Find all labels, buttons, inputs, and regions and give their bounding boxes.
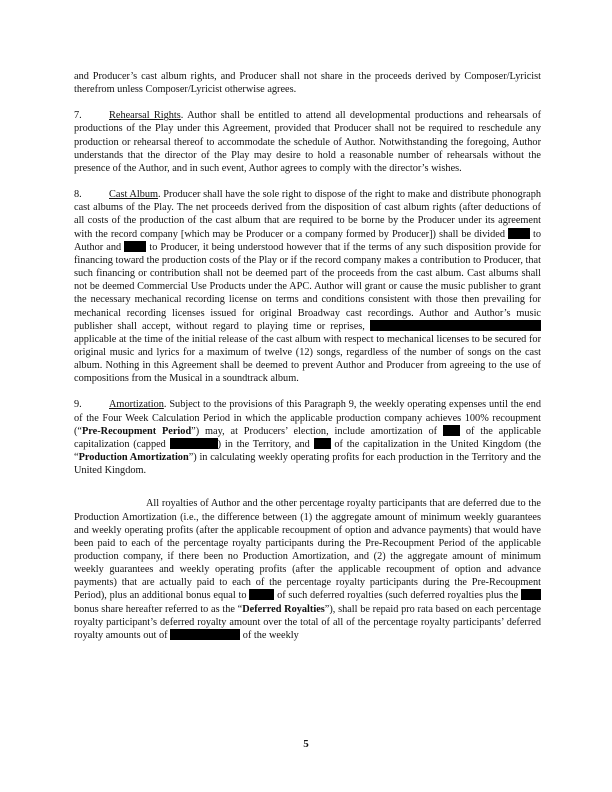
paragraph-number: 9. bbox=[74, 399, 82, 411]
paragraph-text: ”) may, at Producers’ election, include amortization of bbox=[191, 425, 438, 437]
paragraph-9 bbox=[74, 398, 541, 477]
paragraph-text: ”), shall be repaid pro rata based on each percentage royalty participant’s deferred royalty amount over the total of all of the percentage royalty participants’ deferred royalty amounts out of bbox=[74, 603, 541, 641]
defined-term: Deferred Royalties bbox=[242, 603, 325, 615]
paragraph-text: of the weekly bbox=[242, 629, 299, 641]
defined-term: Pre-Recoupment Period bbox=[82, 425, 192, 437]
paragraph-9-continued bbox=[74, 497, 541, 642]
redaction-box bbox=[170, 438, 218, 449]
paragraph-7 bbox=[74, 109, 541, 175]
redaction-box bbox=[170, 629, 240, 640]
paragraph-text: ) in the Territory, and bbox=[217, 438, 310, 450]
paragraph-continuation bbox=[74, 70, 541, 96]
redaction-box bbox=[443, 425, 460, 436]
page-number: 5 bbox=[303, 738, 309, 750]
redaction-box bbox=[249, 589, 274, 600]
redaction-box bbox=[314, 438, 331, 449]
paragraph-text: All royalties of Author and the other percentage royalty participants that are deferred due to the Production Amortization (i.e., the difference between (1) the aggregate amount of minimum weekly guarantees and weekly operating profits (after the applicable recoupment of option and advance payments) that would have been paid to each of the percentage royalty participants during the Pre-Recoupment Period of the applicable production company, if there been no Production Amortization, and (2) the aggregate amount of minimum weekly guarantees and weekly operating profits (after the applicable recoupment of option and advance payments) that are actually paid to each of the percentage royalty participants during the Pre-Recoupment Period), plus an additional bonus equal to bbox=[74, 498, 541, 602]
paragraph-text: of the applicable capitalization (capped bbox=[74, 425, 541, 450]
redaction-box bbox=[521, 589, 541, 600]
paragraph-number: 7. bbox=[74, 110, 82, 122]
paragraph-heading: Cast Album bbox=[109, 189, 159, 201]
paragraph-8 bbox=[74, 188, 541, 385]
paragraph-number: 8. bbox=[74, 189, 82, 201]
paragraph-text: ”) in calculating weekly operating profits for each production in the Territory and the United Kingdom. bbox=[74, 452, 541, 477]
paragraph-heading: Rehearsal Rights bbox=[109, 110, 181, 122]
paragraph-text: applicable at the time of the initial release of the cast album with respect to mechanical licenses to be secured for original music and lyrics for a maximum of twelve (12) songs, regardless of the number of songs on the cast album. Nothing in this Agreement shall be deemed to prevent Author and Producer from agreeing to the use of compositions from the Musical in a soundtrack album. bbox=[74, 333, 541, 385]
paragraph-text: . Author shall be entitled to attend all developmental productions and rehearsals of productions of the Play under this Agreement, provided that Producer shall not be required to reschedule any production or rehearsal thereof to accommodate the schedule of Author. Notwithstanding the foregoing, Author understands that the director of the Play may desire to hold a reasonable number of rehearsals without the presence of the Author, and in such event, Author agrees to comply with the director’s wishes. bbox=[74, 110, 541, 174]
paragraph-text: and Producer’s cast album rights, and Producer shall not share in the proceeds derived by Composer/Lyricist therefrom unless Composer/Lyricist otherwise agrees. bbox=[74, 71, 541, 96]
defined-term: Production Amortization bbox=[78, 452, 189, 464]
paragraph-text: . Producer shall have the sole right to dispose of the right to make and distribute phonograph cast albums of the Play. The net proceeds derived from the disposition of cast album rights (after deductions of all costs of the production of the cast album that are required to be borne by the Producer under its agreement with the record company [which may be Producer or a company formed by Producer]) shall be divided bbox=[74, 189, 541, 240]
paragraph-text: of the capitalization in the United Kingdom (the “ bbox=[74, 438, 542, 464]
redaction-box bbox=[508, 228, 530, 239]
redaction-box bbox=[124, 241, 146, 252]
paragraph-text: bonus share hereafter referred to as the “ bbox=[74, 603, 243, 615]
paragraph-heading: Amortization bbox=[109, 399, 164, 411]
paragraph-text: of such deferred royalties (such deferred royalties plus the bbox=[277, 590, 519, 602]
paragraph-text: to Author and bbox=[74, 228, 542, 253]
document-page bbox=[74, 70, 541, 655]
paragraph-text: . Subject to the provisions of this Paragraph 9, the weekly operating expenses until the end of the Four Week Calculation Period in which the applicable production company achieves 100% recoupment (“ bbox=[74, 399, 541, 437]
paragraph-text: to Producer, it being understood however that if the terms of any such disposition provide for financing toward the production costs of the Play or if the record company makes a contribution to Producer, that such financing or contribution shall not be deemed part of the proceeds from the cast album. Cast albums shall not be deemed Commercial Use Products under the APC. Author will grant or cause the music publisher to grant the necessary mechanical recording license on terms and conditions consistent with those then prevailing for mechanical recording licenses issued for original Broadway cast recordings. Author and Author’s music publisher shall accept, without regard to playing time or reprises, bbox=[74, 241, 541, 332]
redaction-box bbox=[370, 320, 541, 331]
